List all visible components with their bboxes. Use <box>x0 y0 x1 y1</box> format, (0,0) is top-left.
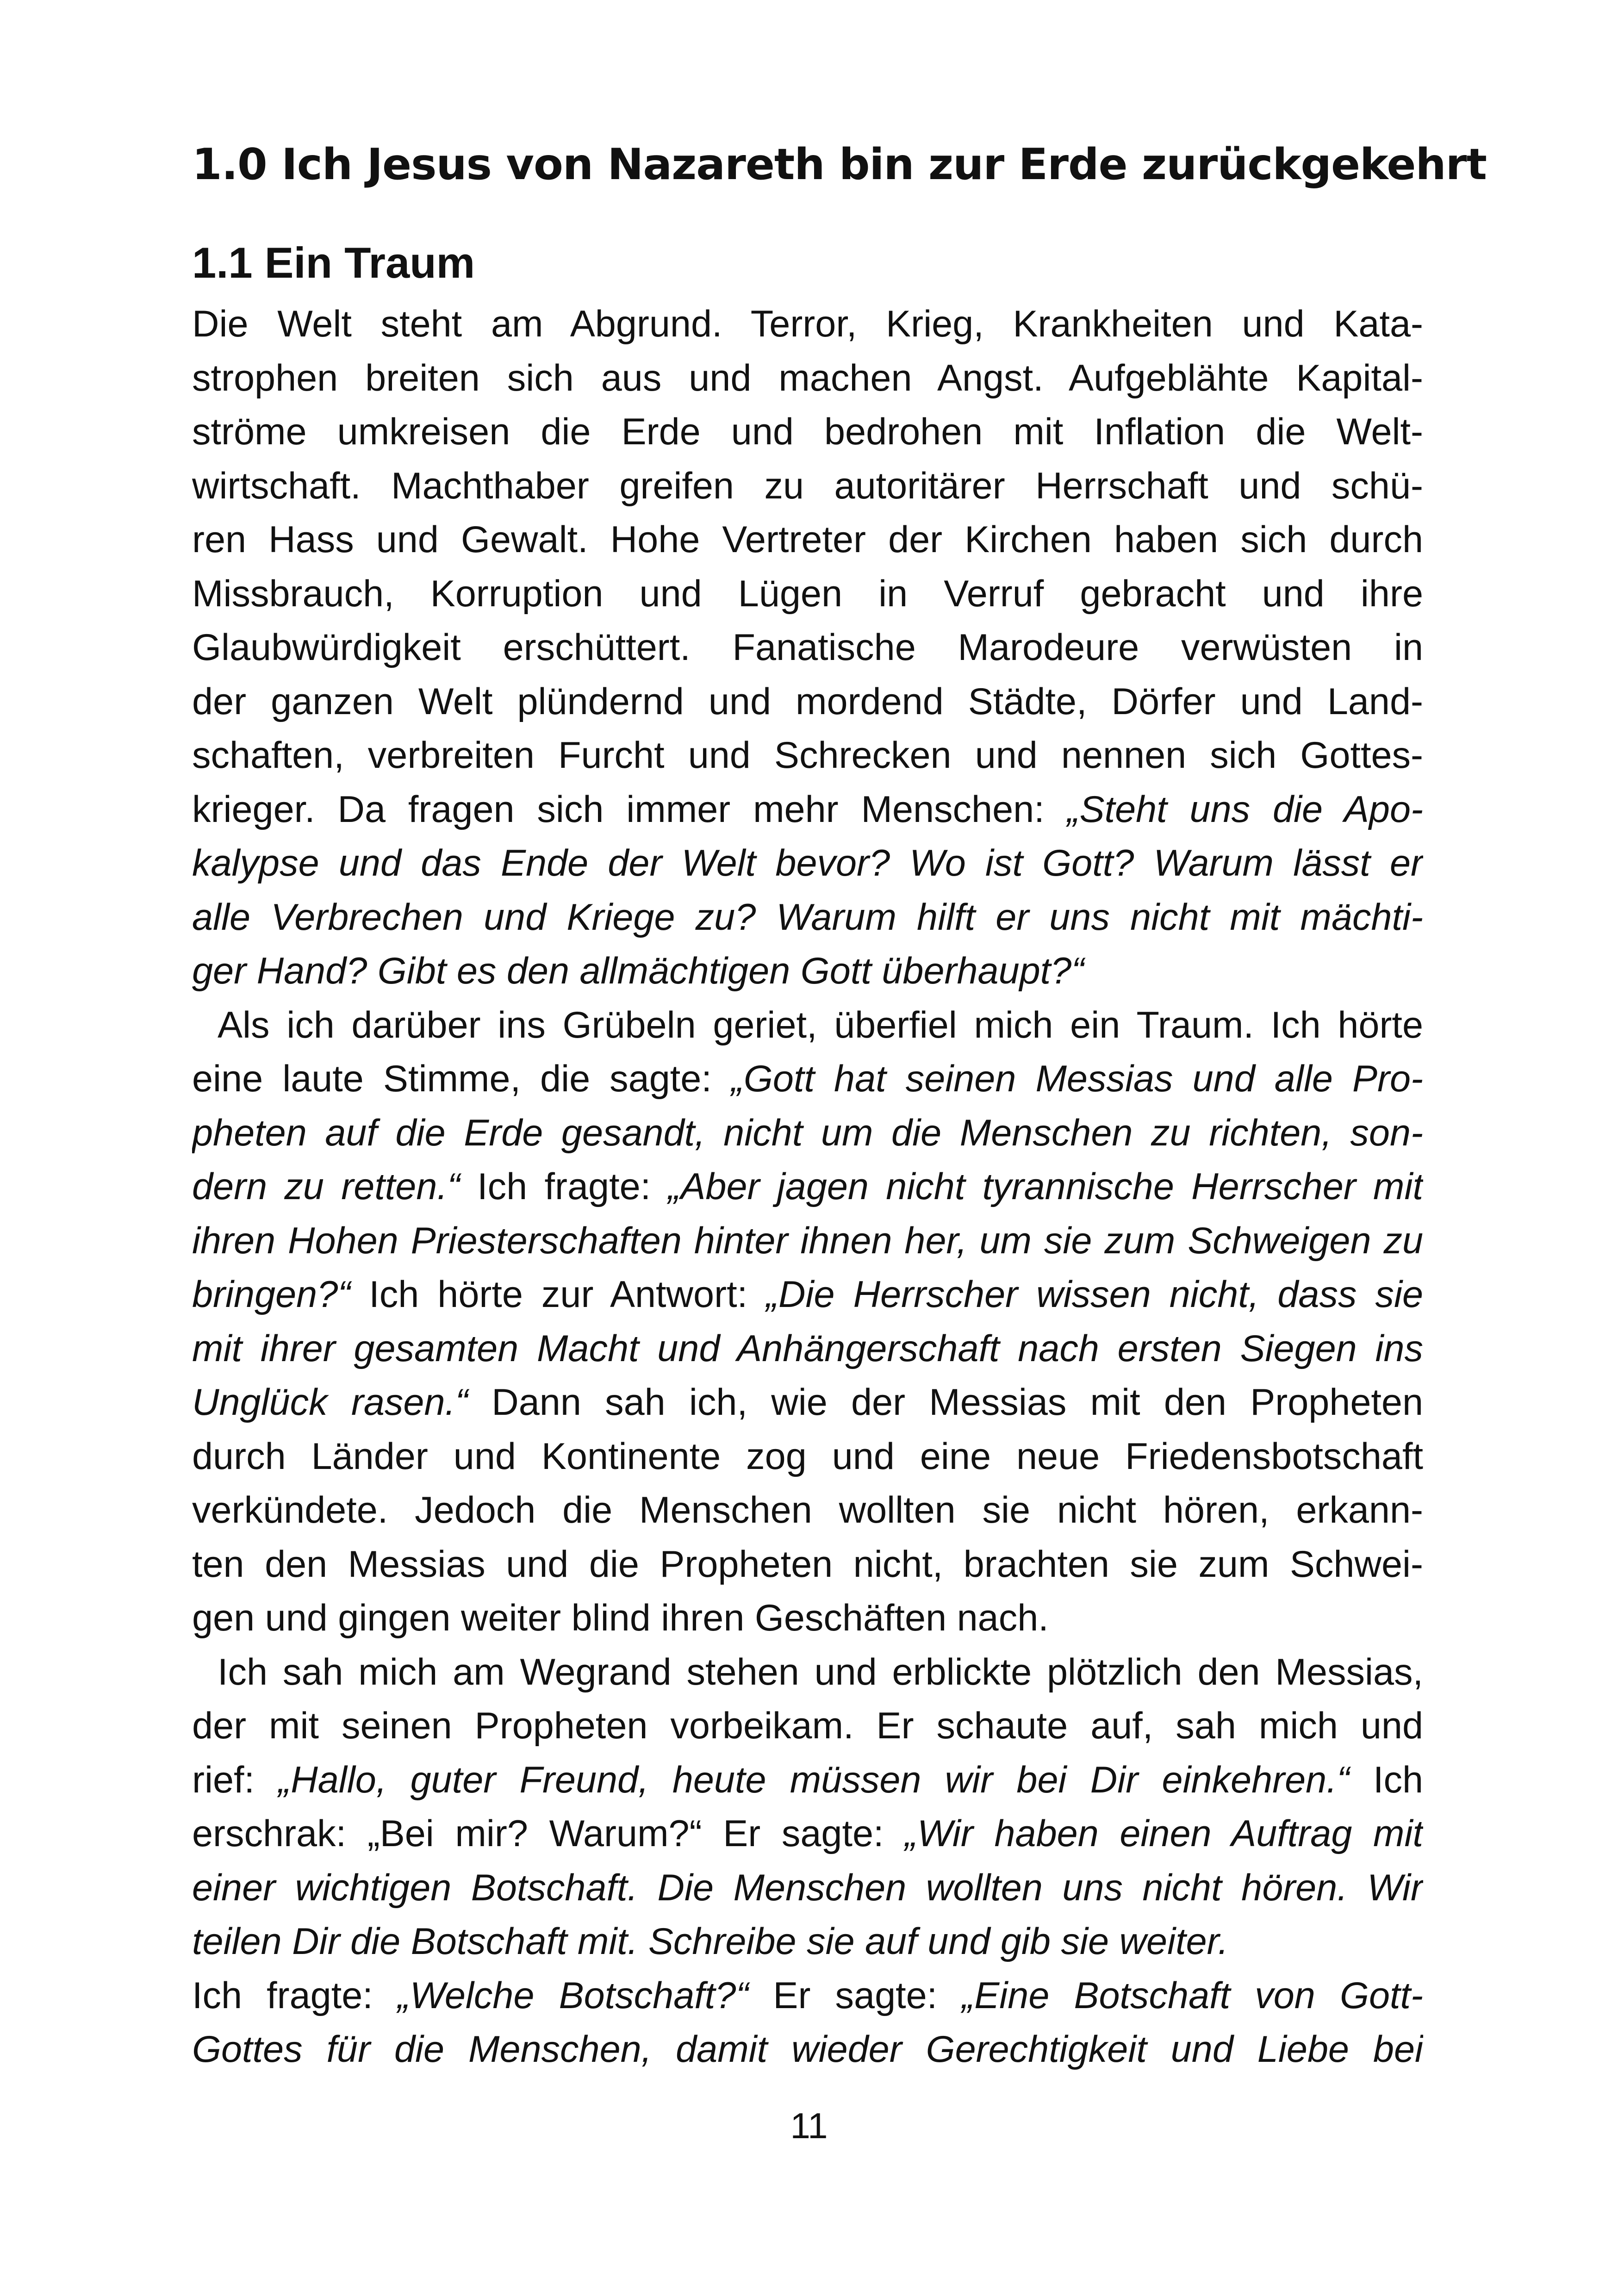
text-run: Missbrauch, Korruption und Lügen in Verruf gebracht und ihre <box>192 572 1423 615</box>
italic-quote: „Welche Botschaft?“ <box>397 1974 749 2016</box>
text-run: ströme umkreisen die Erde und bedrohen mit Inflation die Welt- <box>192 411 1423 453</box>
text-line <box>192 1753 1423 1807</box>
text-run: Ich sah mich am Wegrand stehen und erblickte plötzlich den Messias, <box>218 1651 1423 1693</box>
text-line <box>192 1807 1423 1861</box>
text-run: Glaubwürdigkeit erschüttert. Fanatische Marodeure verwüsten in <box>192 627 1423 668</box>
text-line <box>192 1537 1423 1592</box>
text-line <box>192 513 1423 567</box>
text-line <box>192 351 1423 405</box>
text-line <box>192 1106 1423 1160</box>
italic-quote: kalypse und das Ende der Welt bevor? Wo ist Gott? Warum lässt er <box>192 842 1423 884</box>
text-line <box>192 728 1423 783</box>
italic-quote: ihren Hohen Priesterschaften hinter ihnen her, um sie zum Schweigen zu <box>192 1220 1423 1262</box>
text-line <box>192 297 1423 351</box>
text-line <box>192 890 1423 945</box>
italic-quote: „Hallo, guter Freund, heute müssen wir bei Dir einkehren.“ <box>278 1759 1350 1801</box>
text-run: strophen breiten sich aus und machen Angst. Aufgeblähte Kapital- <box>192 357 1423 399</box>
text-run: wirtschaft. Machthaber greifen zu autoritärer Herrschaft und schü- <box>192 465 1423 507</box>
italic-quote: mit ihrer gesamten Macht und Anhängerschaft nach ersten Siegen ins <box>192 1327 1423 1369</box>
text-run: Die Welt steht am Abgrund. Terror, Krieg, Krankheiten und Kata- <box>192 303 1423 345</box>
text-line <box>192 836 1423 890</box>
text-line <box>192 998 1423 1052</box>
text-line <box>192 1591 1423 1645</box>
text-line <box>192 405 1423 459</box>
italic-quote: „Die Herrscher wissen nicht, dass sie <box>766 1274 1423 1315</box>
text-line <box>192 783 1423 837</box>
chapter-heading: 1.0 Ich Jesus von Nazareth bin zur Erde zurückgekehrt <box>192 139 1487 189</box>
italic-quote: „Eine Botschaft von Gott- <box>962 1974 1423 2016</box>
text-run: eine laute Stimme, die sagte: <box>192 1058 731 1100</box>
text-line <box>192 2022 1423 2077</box>
text-run: verkündete. Jedoch die Menschen wollten sie nicht hören, erkann- <box>192 1489 1423 1531</box>
text-line <box>192 944 1423 998</box>
text-run: schaften, verbreiten Furcht und Schrecken und nennen sich Gottes- <box>192 734 1423 776</box>
text-line <box>192 1160 1423 1214</box>
italic-quote: teilen Dir die Botschaft mit. Schreibe sie auf und gib sie weiter. <box>192 1921 1229 1962</box>
text-line <box>192 567 1423 621</box>
text-line <box>192 1699 1423 1753</box>
italic-quote: Gottes für die Menschen, damit wieder Gerechtigkeit und Liebe bei <box>192 2028 1423 2070</box>
italic-quote: bringen?“ <box>192 1274 351 1315</box>
text-run: gen und gingen weiter blind ihren Geschäften nach. <box>192 1597 1049 1639</box>
text-run: Ich fragte: <box>460 1166 668 1207</box>
italic-quote: einer wichtigen Botschaft. Die Menschen wollten uns nicht hören. Wir <box>192 1867 1423 1909</box>
body-text <box>192 297 1423 2077</box>
text-line <box>192 1645 1423 1699</box>
section-heading: 1.1 Ein Traum <box>192 238 475 287</box>
text-line <box>192 1861 1423 1915</box>
text-line <box>192 1052 1423 1106</box>
text-line <box>192 675 1423 729</box>
text-line <box>192 459 1423 513</box>
text-run: durch Länder und Kontinente zog und eine neue Friedensbotschaft <box>192 1435 1423 1477</box>
italic-quote: „Steht uns die Apo- <box>1067 788 1423 830</box>
italic-quote: alle Verbrechen und Kriege zu? Warum hilft er uns nicht mit mächti- <box>192 896 1423 938</box>
italic-quote: „Aber jagen nicht tyrannische Herrscher mit <box>668 1166 1423 1207</box>
text-run: Als ich darüber ins Grübeln geriet, überfiel mich ein Traum. Ich hörte <box>218 1004 1423 1046</box>
italic-quote: dern zu retten.“ <box>192 1166 460 1207</box>
text-run: ten den Messias und die Propheten nicht, brachten sie zum Schwei- <box>192 1543 1423 1585</box>
text-run: Dann sah ich, wie der Messias mit den Propheten <box>467 1381 1423 1423</box>
italic-quote: pheten auf die Erde gesandt, nicht um die Menschen zu richten, son- <box>192 1112 1423 1154</box>
page-number: 11 <box>790 2105 828 2146</box>
text-run: Ich <box>1349 1759 1423 1801</box>
text-run: rief: <box>192 1759 279 1801</box>
italic-quote: Unglück rasen.“ <box>192 1381 468 1423</box>
text-line <box>192 1430 1423 1484</box>
italic-quote: „Wir haben einen Auftrag mit <box>905 1813 1423 1854</box>
italic-quote: „Gott hat seinen Messias und alle Pro- <box>731 1058 1423 1100</box>
text-run: erschrak: „Bei mir? Warum?“ Er sagte: <box>192 1813 905 1854</box>
text-line <box>192 1969 1423 2023</box>
text-line <box>192 1915 1423 1969</box>
text-run: krieger. Da fragen sich immer mehr Menschen: <box>192 788 1067 830</box>
text-line <box>192 1483 1423 1537</box>
text-run: ren Hass und Gewalt. Hohe Vertreter der Kirchen haben sich durch <box>192 519 1423 560</box>
italic-quote: ger Hand? Gibt es den allmächtigen Gott überhaupt?“ <box>192 950 1084 992</box>
text-line <box>192 1375 1423 1430</box>
text-line <box>192 1268 1423 1322</box>
text-run: der ganzen Welt plündernd und mordend Städte, Dörfer und Land- <box>192 680 1423 722</box>
text-run: Ich hörte zur Antwort: <box>350 1274 766 1315</box>
text-run: Ich fragte: <box>192 1974 398 2016</box>
text-run: der mit seinen Propheten vorbeikam. Er schaute auf, sah mich und <box>192 1705 1423 1747</box>
text-line <box>192 621 1423 675</box>
text-line <box>192 1322 1423 1376</box>
text-run: Er sagte: <box>748 1974 962 2016</box>
text-line <box>192 1214 1423 1268</box>
